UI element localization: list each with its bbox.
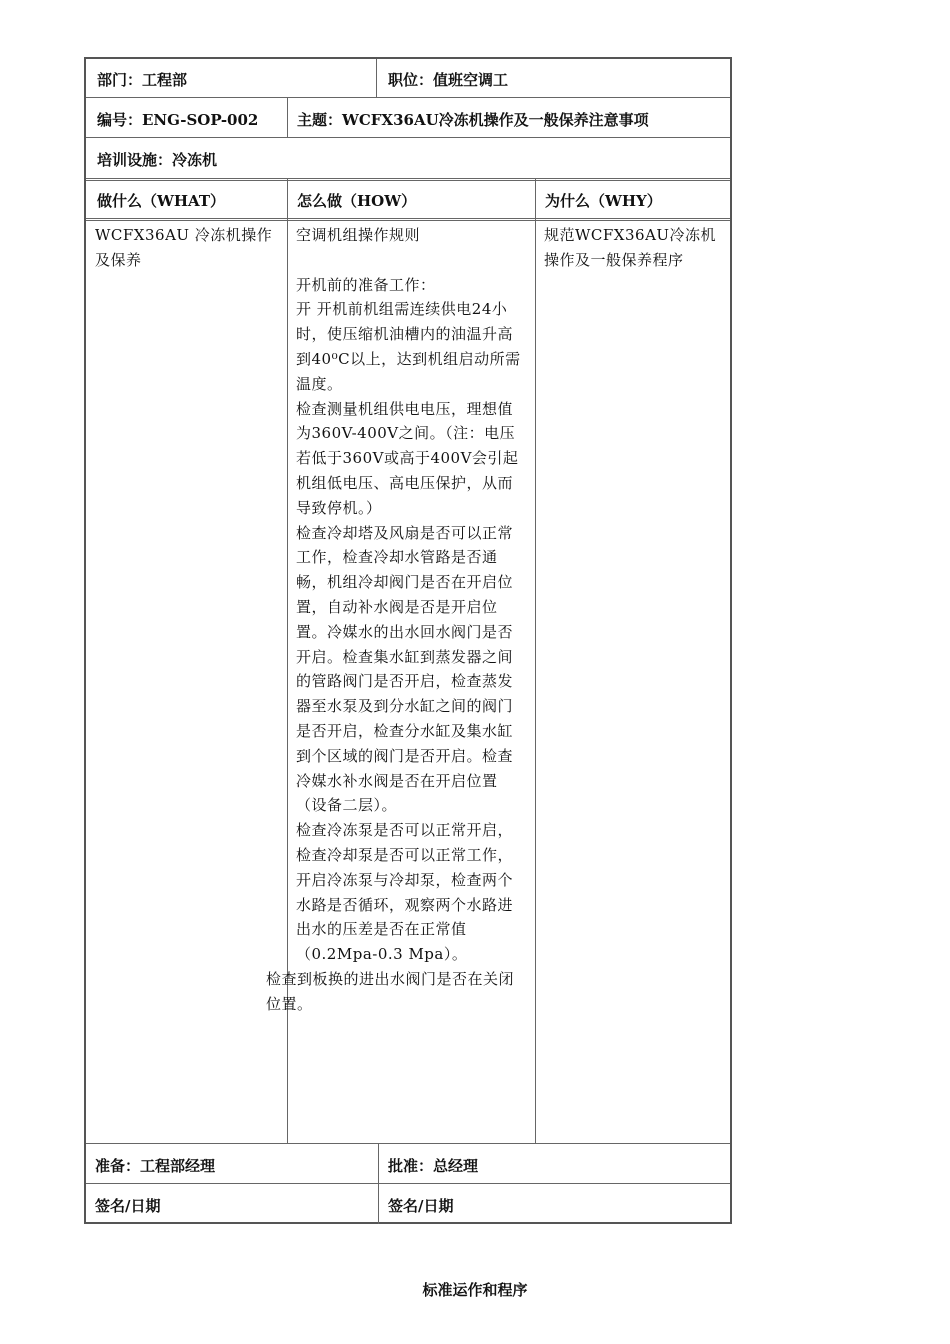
what-column-header: 做什么（WHAT） [97,192,225,210]
how-paragraph: 开机前的准备工作： [296,275,436,294]
how-paragraph: 开 开机前机组需连续供电24小时，使压缩机油槽内的油温升高到40⁰C以上，达到机组启动所需温度。 [296,300,521,393]
signature-date-right: 签名/日期 [388,1197,454,1215]
column-divider [535,178,536,1143]
approved-by: 批准：总经理 [388,1157,479,1175]
spacer [296,248,528,273]
sop-form-table [84,57,732,1224]
row-divider [86,178,730,181]
column-divider [378,1143,379,1224]
row-divider [86,218,730,221]
document-number: 编号：ENG-SOP-002 [97,111,259,129]
how-title: 空调机组操作规则 [296,226,421,244]
how-column-header: 怎么做（HOW） [297,192,417,210]
column-divider [376,59,377,97]
column-divider [287,97,288,137]
how-paragraph: 检查冷却塔及风扇是否可以正常工作，检查冷却水管路是否通畅，机组冷却阀门是否在开启位置，自动补水阀是否是开启位置。冷媒水的出水回水阀门是否开启。检查集水缸到蒸发器之间的管路阀门是否开启，检查蒸发器至水泵及到分水缸之间的阀门是否开启，检查分水缸及集水缸到个区域的阀门是否开启。检查冷媒水补水阀是否在开启位置（设备二层）。 [296,523,514,815]
page-footer: 标准运作和程序 [422,1281,528,1299]
prepared-by: 准备：工程部经理 [95,1157,216,1175]
how-paragraph: 检查到板换的进出水阀门是否在关闭位置。 [266,969,515,1013]
why-content: 规范WCFX36AU冷冻机操作及一般保养程序 [544,226,717,269]
training-facility: 培训设施：冷冻机 [97,151,218,169]
row-divider [86,137,730,138]
signature-date-left: 签名/日期 [95,1197,161,1215]
row-divider [86,97,730,98]
how-paragraph: 检查冷冻泵是否可以正常开启，检查冷却泵是否可以正常工作，开启冷冻泵与冷却泵，检查两个水路是否循环，观察两个水路进出水的压差是否在正常值（0.2Mpa-0.3 Mpa）。 [296,821,514,964]
subject-field: 主题：WCFX36AU冷冻机操作及一般保养注意事项 [297,111,649,129]
row-divider [86,1143,730,1144]
row-divider [86,1183,730,1184]
how-content [266,223,528,1017]
how-paragraph: 检查测量机组供电电压，理想值为360V-400V之间。（注：电压若低于360V或高于400V会引起机组低电压、高电压保护，从而导致停机。） [296,399,519,517]
department-field: 部门：工程部 [97,71,188,89]
position-field: 职位：值班空调工 [388,71,509,89]
why-column-header: 为什么（WHY） [545,192,662,210]
what-content: WCFX36AU 冷冻机操作及保养 [95,226,273,269]
